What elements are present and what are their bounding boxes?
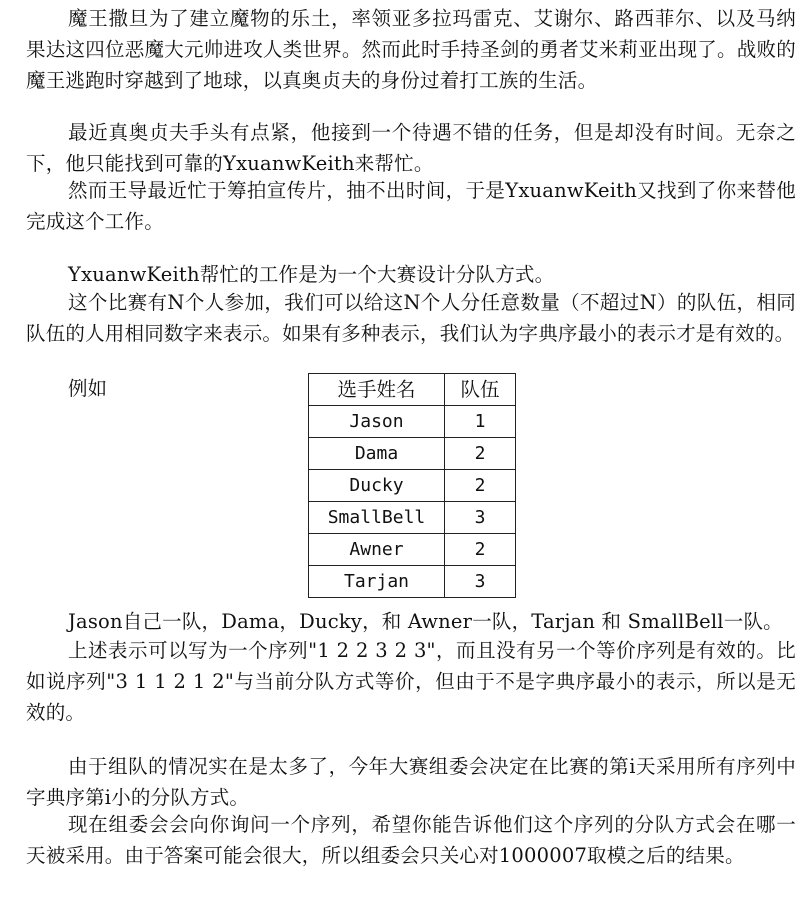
task-paragraph: 最近真奥贞夫手头有点紧，他接到一个待遇不错的任务，但是却没有时间。无奈之下，他只能找到可靠的YxuanwKeith来帮忙。 xyxy=(26,121,796,175)
player-name-cell: Awner xyxy=(309,534,445,566)
team-number-cell: 3 xyxy=(445,566,516,598)
rules-paragraph: 这个比赛有N个人参加，我们可以给这N个人分任意数量（不超过N）的队伍，相同队伍的人用相同数字来表示。如果有多种表示，我们认为字典序最小的表示才是有效的。 xyxy=(26,291,796,345)
table-row xyxy=(309,566,516,598)
player-name-cell: SmallBell xyxy=(309,502,445,534)
player-name-cell: Dama xyxy=(309,438,445,470)
player-name-cell: Ducky xyxy=(309,470,445,502)
schedule-paragraph: 由于组队的情况实在是太多了，今年大赛组委会决定在比赛的第i天采用所有序列中字典序第i小的分队方式。 xyxy=(26,755,796,809)
team-number-cell: 2 xyxy=(445,438,516,470)
table-row xyxy=(309,470,516,502)
team-assignment-table xyxy=(308,373,516,598)
table-row xyxy=(309,438,516,470)
query-paragraph: 现在组委会会向你询问一个序列，希望你能告诉他们这个序列的分队方式会在哪一天被采用。由于答案可能会很大，所以组委会只关心对1000007取模之后的结果。 xyxy=(26,813,796,867)
header-player-name: 选手姓名 xyxy=(309,374,445,406)
team-number-cell: 2 xyxy=(445,470,516,502)
table-header-row xyxy=(309,374,516,406)
team-number-cell: 1 xyxy=(445,406,516,438)
header-team: 队伍 xyxy=(445,374,516,406)
handoff-paragraph: 然而王导最近忙于筹拍宣传片，抽不出时间，于是YxuanwKeith又找到了你来替他完成这个工作。 xyxy=(26,179,796,233)
example-explanation-paragraph: Jason自己一队，Dama，Ducky，和 Awner一队，Tarjan 和 SmallBell一队。 xyxy=(68,610,783,633)
player-name-cell: Tarjan xyxy=(309,566,445,598)
intro-paragraph: 魔王撒旦为了建立魔物的乐土，率领亚多拉玛雷克、艾谢尔、路西菲尔、以及马纳果达这四位恶魔大元帅进攻人类世界。然而此时手持圣剑的勇者艾米莉亚出现了。战败的魔王逃跑时穿越到了地球，以真奥贞夫的身份过着打工族的生活。 xyxy=(26,7,796,92)
team-number-cell: 2 xyxy=(445,534,516,566)
team-number-cell: 3 xyxy=(445,502,516,534)
player-name-cell: Jason xyxy=(309,406,445,438)
work-paragraph: YxuanwKeith帮忙的工作是为一个大赛设计分队方式。 xyxy=(68,263,555,286)
sequence-paragraph: 上述表示可以写为一个序列"1 2 2 3 2 3"，而且没有另一个等价序列是有效的。比如说序列"3 1 1 2 1 2"与当前分队方式等价，但由于不是字典序最小的表示，所以是无效的。 xyxy=(26,639,796,724)
example-label: 例如 xyxy=(68,377,108,400)
table-row xyxy=(309,406,516,438)
table-row xyxy=(309,534,516,566)
table-row xyxy=(309,502,516,534)
